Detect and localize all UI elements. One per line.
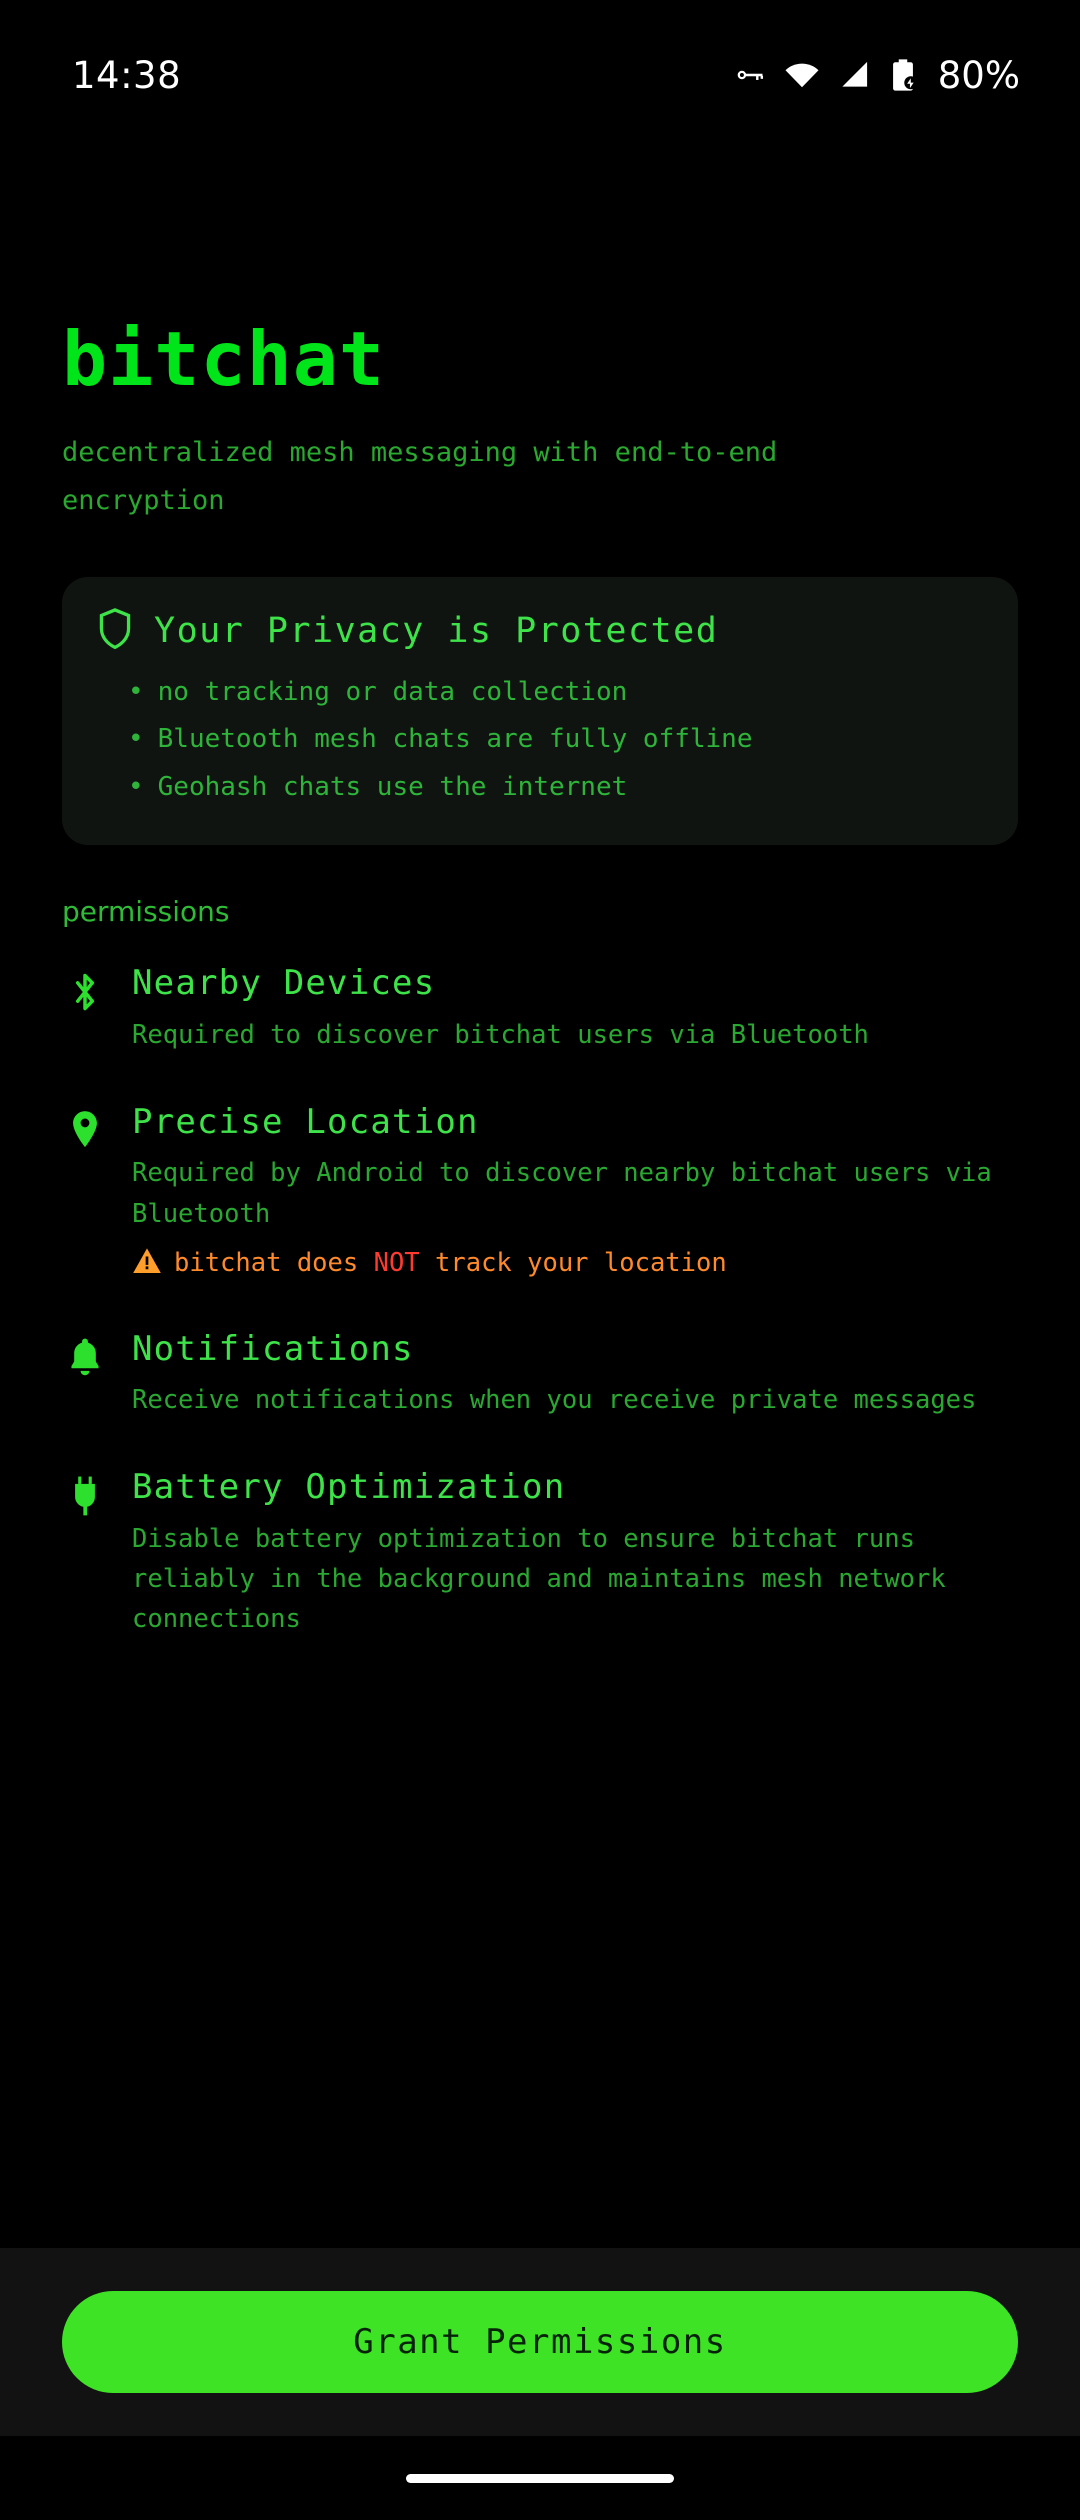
permissions-list xyxy=(62,962,1018,1640)
bottom-action-bar xyxy=(0,2248,1080,2436)
privacy-card-title: Your Privacy is Protected xyxy=(154,611,719,652)
list-item xyxy=(128,716,984,763)
location-pin-icon xyxy=(62,1101,108,1282)
bullet-icon: • xyxy=(128,771,144,802)
permission-item-notifications[interactable] xyxy=(62,1328,1018,1421)
battery-saver-icon xyxy=(888,58,918,92)
system-navigation-bar xyxy=(0,2436,1080,2520)
status-bar-clock: 14:38 xyxy=(72,53,182,97)
privacy-item-label: Geohash chats use the internet xyxy=(157,771,628,802)
warning-triangle-icon xyxy=(132,1246,162,1280)
status-bar xyxy=(0,0,1080,150)
permission-warning xyxy=(132,1246,1018,1282)
permission-title: Nearby Devices xyxy=(132,963,436,1004)
grant-permissions-button[interactable]: Grant Permissions xyxy=(62,2291,1018,2393)
bullet-icon: • xyxy=(128,724,144,755)
permission-item-nearby-devices[interactable] xyxy=(62,962,1018,1055)
privacy-item-label: no tracking or data collection xyxy=(157,677,628,708)
privacy-card-list xyxy=(96,669,984,811)
cellular-signal-icon xyxy=(838,60,870,90)
permission-title: Notifications xyxy=(132,1328,414,1369)
privacy-card xyxy=(62,577,1018,845)
home-gesture-pill[interactable] xyxy=(406,2474,674,2483)
vpn-key-icon xyxy=(732,58,766,92)
permission-title: Battery Optimization xyxy=(132,1467,566,1508)
permission-description: Required to discover bitchat users via Bluetooth xyxy=(132,1019,869,1050)
permission-warning-text xyxy=(174,1246,727,1282)
permission-description: Receive notifications when you receive private messages xyxy=(132,1385,977,1416)
warning-emphasis: NOT xyxy=(373,1247,420,1278)
status-bar-icons xyxy=(732,54,1020,97)
main-content xyxy=(0,150,1080,2248)
bluetooth-icon xyxy=(62,962,108,1055)
permission-body xyxy=(132,1101,1018,1282)
shield-icon xyxy=(96,607,134,655)
permission-item-precise-location[interactable] xyxy=(62,1101,1018,1282)
page-title: bitchat xyxy=(62,315,386,403)
list-item xyxy=(128,669,984,716)
battery-plug-icon xyxy=(62,1466,108,1639)
permission-title: Precise Location xyxy=(132,1101,479,1142)
privacy-card-header xyxy=(96,607,984,655)
permission-body xyxy=(132,962,1018,1055)
permission-body xyxy=(132,1328,1018,1421)
permissions-section-label: permissions xyxy=(62,895,230,929)
warning-prefix: bitchat does xyxy=(174,1247,374,1278)
bell-icon xyxy=(62,1328,108,1421)
warning-suffix: track your location xyxy=(419,1247,727,1278)
app-subtitle: decentralized mesh messaging with end-to-end encryption xyxy=(62,437,778,517)
battery-percent-label: 80% xyxy=(937,53,1020,97)
permission-description: Required by Android to discover nearby bitchat users via Bluetooth xyxy=(132,1158,992,1229)
privacy-item-label: Bluetooth mesh chats are fully offline xyxy=(157,724,753,755)
permission-item-battery-optimization[interactable] xyxy=(62,1466,1018,1639)
permission-body xyxy=(132,1466,1018,1639)
list-item xyxy=(128,764,984,811)
wifi-icon xyxy=(784,60,820,90)
bullet-icon: • xyxy=(128,677,144,708)
permission-description: Disable battery optimization to ensure bitchat runs reliably in the background and maintains mesh network connections xyxy=(132,1523,946,1635)
